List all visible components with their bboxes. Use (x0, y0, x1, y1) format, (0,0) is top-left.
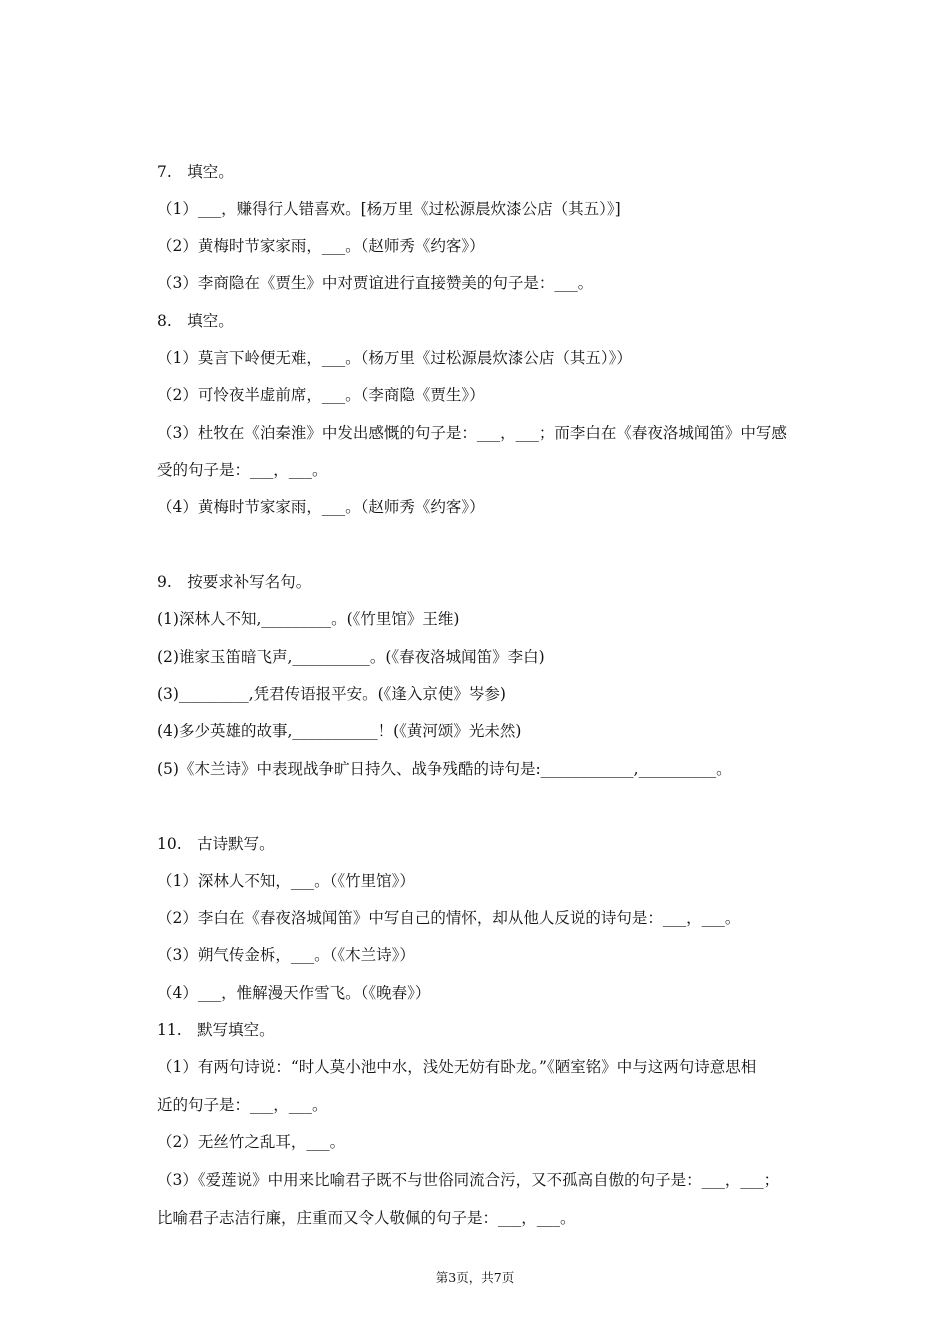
question-9-line-3: (3)_________,凭君传语报平安。(《逢入京使》岑参) (157, 685, 506, 703)
question-10-line-3: （3）朔气传金柝，___。（《木兰诗》） (157, 946, 415, 964)
question-11-line-2: （2）无丝竹之乱耳，___。 (157, 1133, 346, 1151)
question-10-line-4: （4）___，惟解漫天作雪飞。（《晚春》） (157, 984, 431, 1002)
question-11-line-1: （1）有两句诗说：“时人莫小池中水，浅处无妨有卧龙。”《陋室铭》中与这两句诗意思相 (157, 1058, 757, 1076)
question-7-line-1: （1）___，赚得行人错喜欢。[杨万里《过松源晨炊漆公店（其五）》] (157, 200, 621, 218)
question-11-line-3-cont: 比喻君子志洁行廉，庄重而又令人敬佩的句子是：___，___。 (157, 1209, 576, 1227)
question-7-line-3: （3）李商隐在《贾生》中对贾谊进行直接赞美的句子是：___。 (157, 274, 594, 292)
question-10-line-2: （2）李白在《春夜洛城闻笛》中写自己的情怀，却从他人反说的诗句是：___，___。 (157, 909, 741, 927)
question-11-title: 11. 默写填空。 (157, 1021, 275, 1039)
question-9-line-5: (5)《木兰诗》中表现战争旷日持久、战争残酷的诗句是:____________,__________。 (157, 760, 732, 778)
question-10-title: 10. 古诗默写。 (157, 835, 275, 853)
question-10-line-1: （1）深林人不知，___。（《竹里馆》） (157, 872, 415, 890)
question-8-line-1: （1）莫言下岭便无难，___。（杨万里《过松源晨炊漆公店（其五）》） (157, 349, 632, 367)
question-9-title: 9. 按要求补写名句。 (157, 573, 312, 591)
page-number-footer: 第3页，共7页 (435, 1270, 515, 1285)
question-8-line-3-cont: 受的句子是：___，___。 (157, 461, 328, 479)
question-8-title: 8. 填空。 (157, 312, 234, 330)
question-9-line-2: (2)谁家玉笛暗飞声,__________。(《春夜洛城闻笛》李白) (157, 648, 545, 666)
question-11-line-3: （3）《爱莲说》中用来比喻君子既不与世俗同流合污，又不孤高自傲的句子是：___，___； (157, 1171, 780, 1189)
question-8-line-4: （4）黄梅时节家家雨，___。（赵师秀《约客》） (157, 498, 485, 516)
question-9-line-1: (1)深林人不知,_________。(《竹里馆》王维) (157, 610, 460, 628)
question-8-line-2: （2）可怜夜半虚前席，___。（李商隐《贾生》） (157, 386, 485, 404)
question-11-line-1-cont: 近的句子是：___，___。 (157, 1096, 328, 1114)
question-7-line-2: （2）黄梅时节家家雨，___。（赵师秀《约客》） (157, 237, 485, 255)
question-7-title: 7. 填空。 (157, 163, 234, 181)
question-8-line-3: （3）杜牧在《泊秦淮》中发出感慨的句子是：___，___；而李白在《春夜洛城闻笛》中写感 (157, 424, 787, 442)
question-9-line-4: (4)多少英雄的故事,___________！(《黄河颂》光未然) (157, 722, 522, 740)
